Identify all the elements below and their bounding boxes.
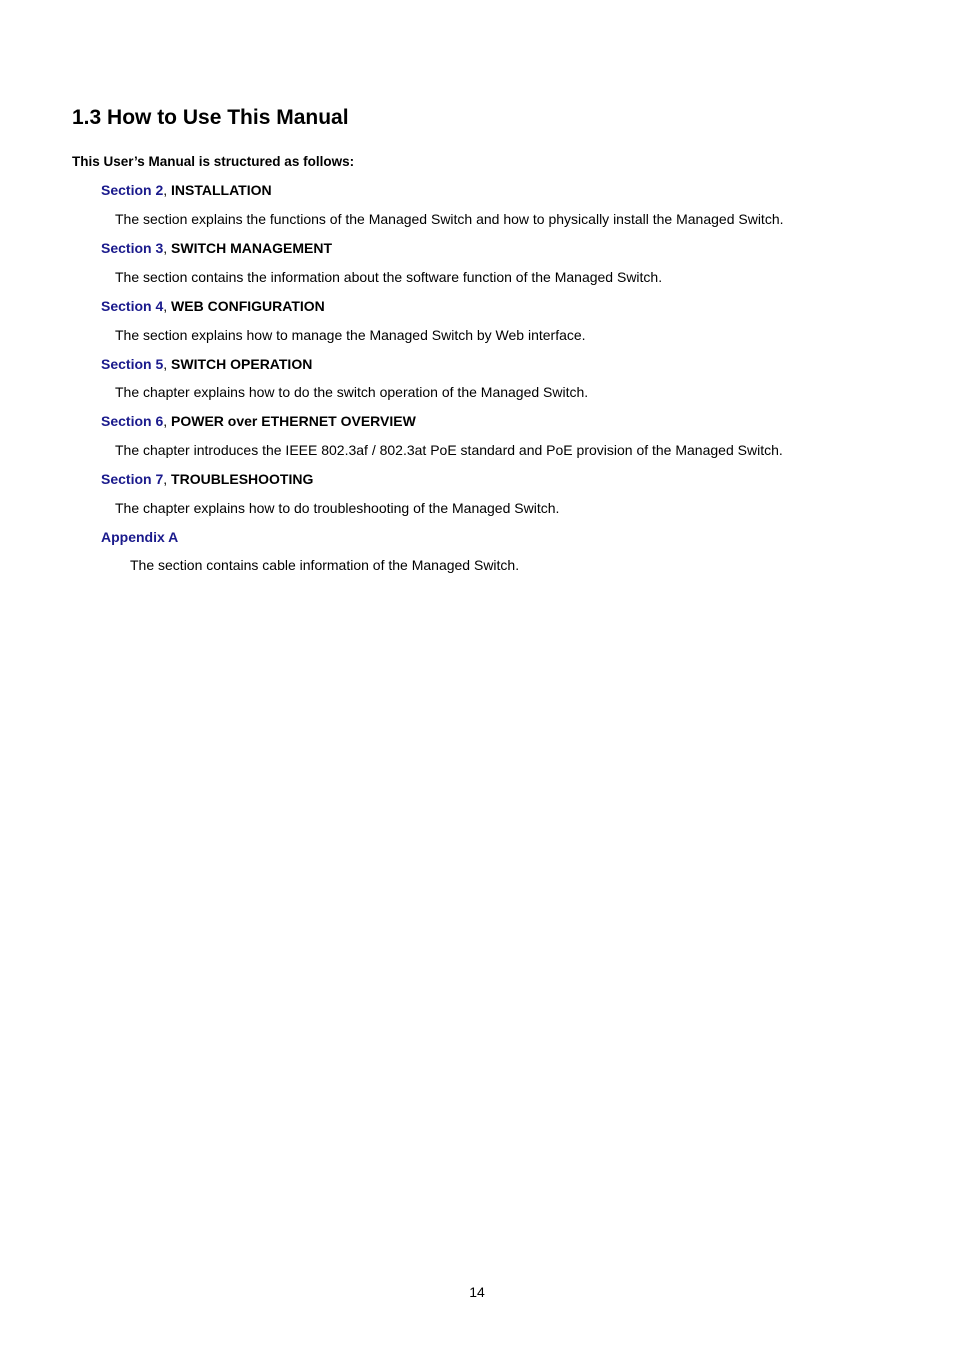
separator: ,: [163, 356, 168, 372]
section-6-name: POWER over ETHERNET OVERVIEW: [171, 413, 416, 429]
section-5-link[interactable]: Section 5: [101, 356, 164, 372]
section-7-description: The chapter explains how to do troubleshooting of the Managed Switch.: [115, 500, 560, 516]
section-6-link[interactable]: Section 6: [101, 413, 164, 429]
separator: ,: [163, 471, 168, 487]
appendix-a-link[interactable]: Appendix A: [101, 529, 179, 545]
section-entry-6: [101, 412, 416, 430]
section-3-link[interactable]: Section 3: [101, 240, 164, 256]
separator: ,: [163, 298, 168, 314]
section-entry-2: [101, 181, 272, 199]
section-2-description: The section explains the functions of the Managed Switch and how to physically install the Managed Switch.: [115, 211, 784, 227]
separator: ,: [163, 413, 168, 429]
section-7-name: TROUBLESHOOTING: [171, 471, 314, 487]
separator: ,: [163, 240, 168, 256]
section-5-description: The chapter explains how to do the switch operation of the Managed Switch.: [115, 384, 589, 400]
section-entry-3: [101, 239, 332, 257]
section-5-name: SWITCH OPERATION: [171, 356, 313, 372]
section-4-link[interactable]: Section 4: [101, 298, 164, 314]
page-heading: 1.3 How to Use This Manual: [72, 106, 349, 129]
intro-text: This User’s Manual is structured as follows:: [72, 154, 355, 169]
appendix-entry: [101, 528, 178, 546]
separator: ,: [163, 182, 168, 198]
section-3-description: The section contains the information about the software function of the Managed Switch.: [115, 269, 663, 285]
section-2-name: INSTALLATION: [171, 182, 272, 198]
section-2-link[interactable]: Section 2: [101, 182, 164, 198]
section-4-name: WEB CONFIGURATION: [171, 298, 325, 314]
appendix-a-description: The section contains cable information of the Managed Switch.: [130, 557, 520, 573]
section-4-description: The section explains how to manage the Managed Switch by Web interface.: [115, 327, 586, 343]
section-6-description: The chapter introduces the IEEE 802.3af / 802.3at PoE standard and PoE provision of the Managed Switch.: [115, 442, 783, 458]
section-7-link[interactable]: Section 7: [101, 471, 164, 487]
section-entry-4: [101, 297, 325, 315]
section-entry-5: [101, 355, 312, 373]
page-number: 14: [469, 1284, 485, 1300]
section-3-name: SWITCH MANAGEMENT: [171, 240, 333, 256]
section-entry-7: [101, 470, 313, 488]
